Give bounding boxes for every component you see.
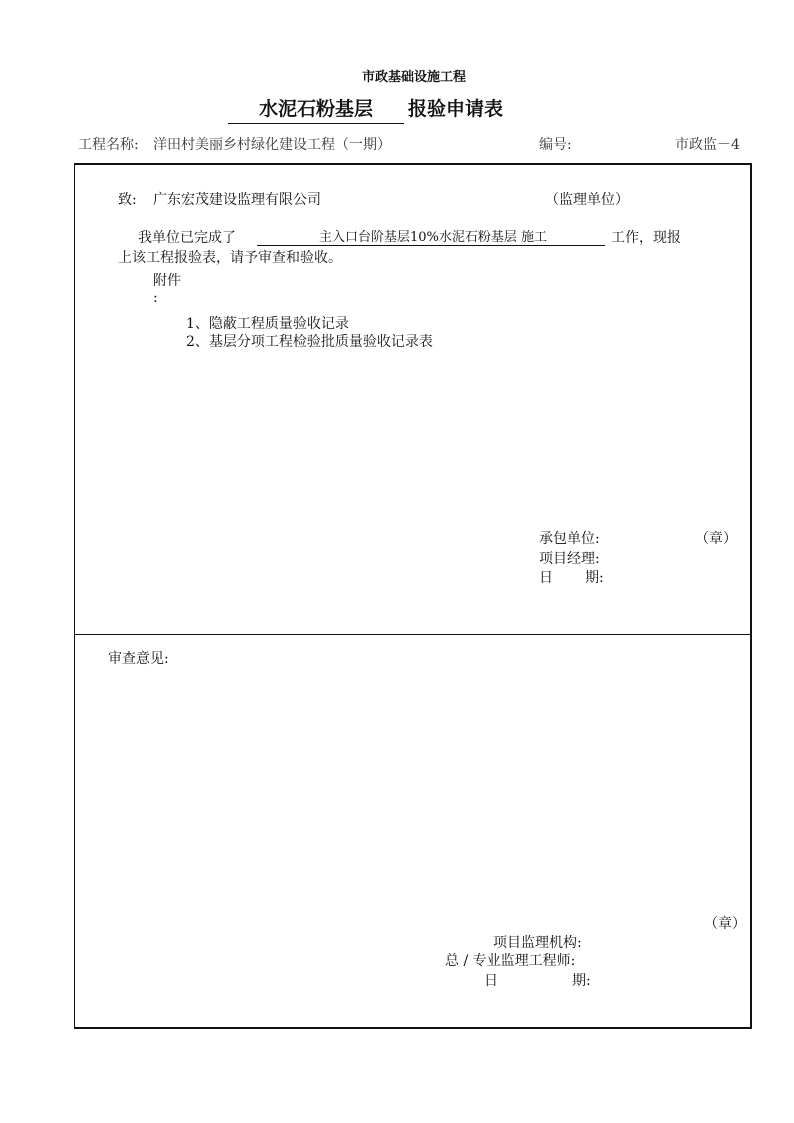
number-value: 市政监－4: [675, 137, 740, 153]
form-title-main: 水泥石粉基层: [228, 94, 404, 124]
form-category: 市政基础设施工程: [361, 70, 466, 85]
attachment-colon: :: [153, 290, 158, 306]
manager-label: 项目经理:: [539, 551, 600, 567]
supervising-engineer-label: 总 / 专业监理工程师:: [445, 953, 576, 969]
form-title-suffix: 报验申请表: [408, 98, 504, 120]
work-item-text: 主入口台阶基层10%水泥石粉基层 施工: [319, 230, 548, 245]
date-label-day: 日: [539, 570, 553, 586]
project-label: 工程名称:: [78, 137, 139, 153]
attachment-label: 附件: [153, 273, 181, 289]
number-label: 编号:: [539, 137, 572, 153]
review-seal: （章）: [704, 916, 746, 932]
recipient-role: （监理单位）: [545, 192, 629, 208]
supervision-org-label: 项目监理机构:: [493, 935, 582, 951]
section-divider: [74, 634, 751, 635]
form-box: [74, 163, 752, 1029]
attachment-item: 1、隐蔽工程质量验收记录: [186, 316, 349, 332]
after-work-text: 工作，现报: [611, 230, 681, 246]
to-label: 致:: [118, 192, 137, 208]
contractor-label: 承包单位:: [539, 531, 600, 547]
contractor-seal: （章）: [695, 531, 737, 547]
work-item-field: [257, 226, 605, 246]
review-opinion-label: 审查意见:: [108, 651, 169, 667]
intro-text: 我单位已完成了: [138, 230, 236, 246]
project-name: 洋田村美丽乡村绿化建设工程（一期）: [153, 137, 391, 153]
review-date-period: 期:: [572, 973, 591, 989]
attachment-item: 2、基层分项工程检验批质量验收记录表: [186, 334, 433, 350]
review-date-day: 日: [484, 973, 498, 989]
date-label-period: 期:: [585, 570, 604, 586]
recipient-name: 广东宏茂建设监理有限公司: [153, 192, 321, 208]
request-line: 上该工程报验表，请予审查和验收。: [118, 250, 342, 266]
